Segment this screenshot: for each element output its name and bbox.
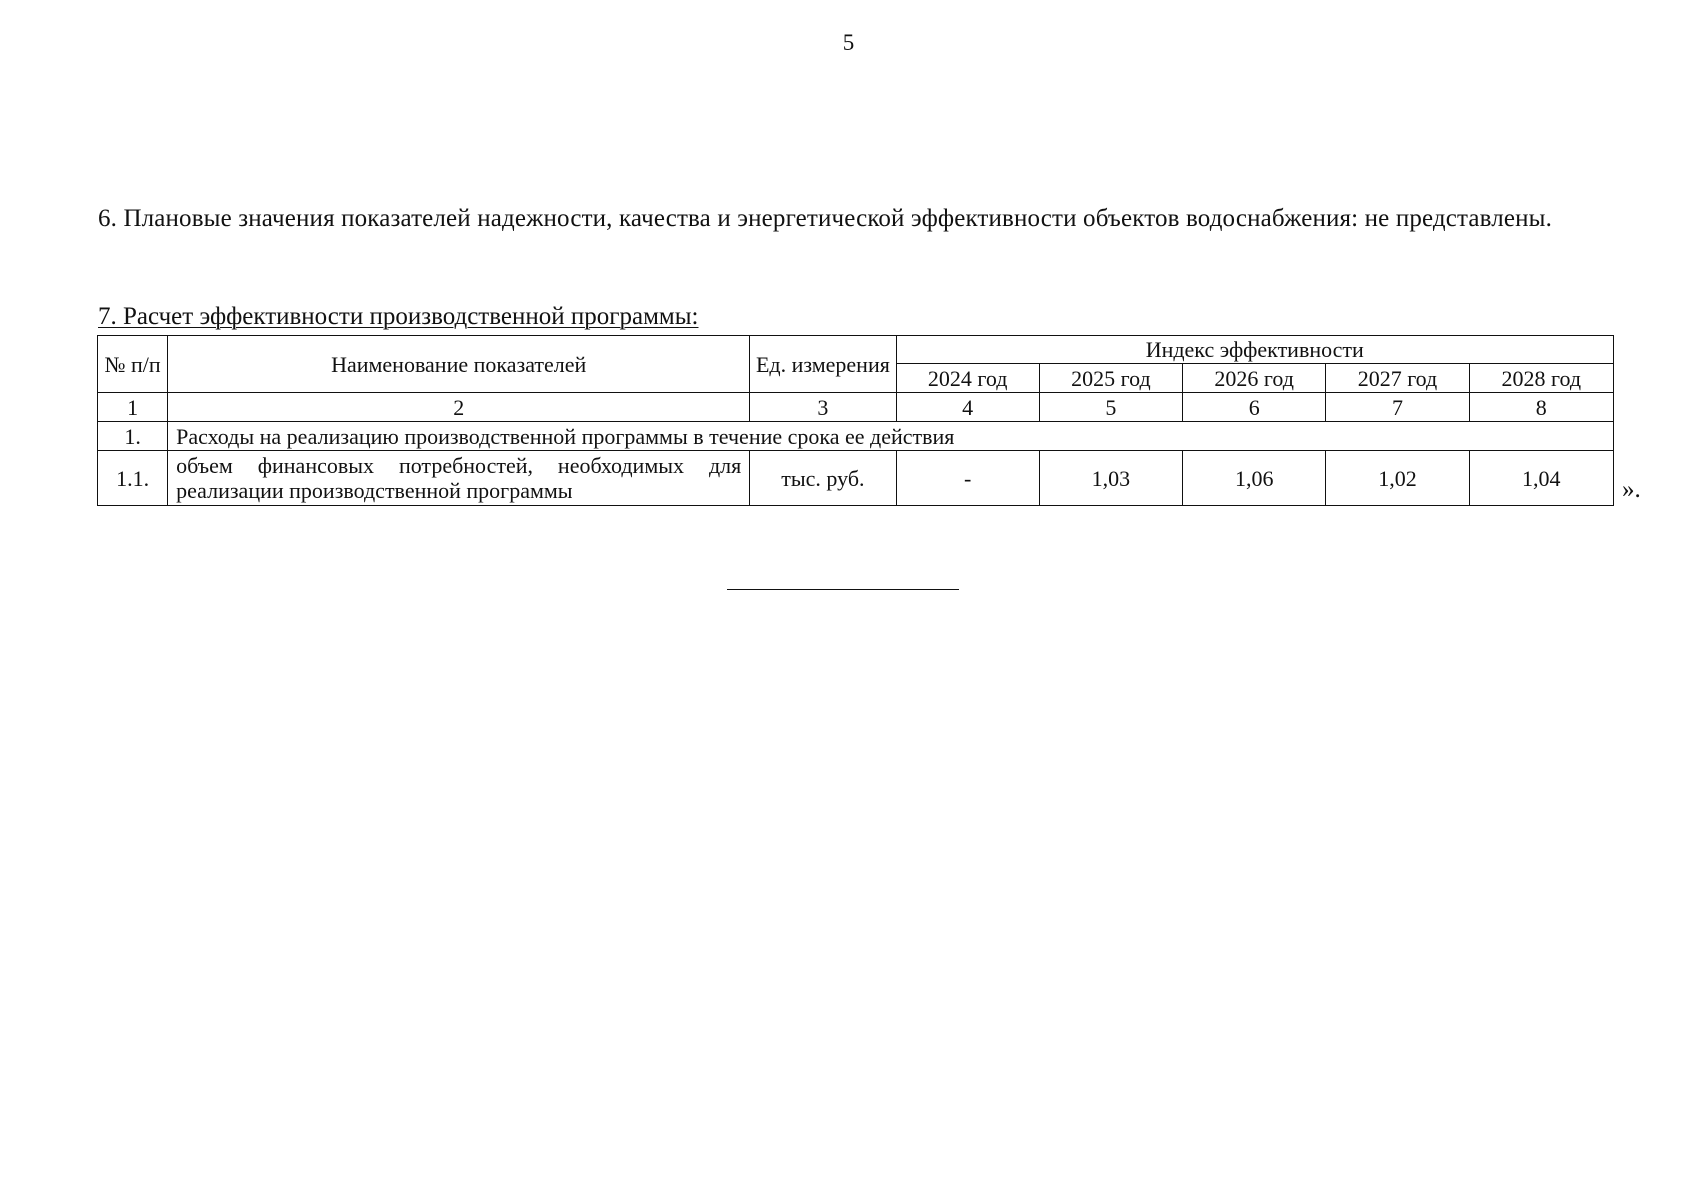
- header-year-cell: 2024 год: [896, 364, 1039, 393]
- data-row-value-cell: -: [896, 451, 1039, 506]
- column-number-cell: 8: [1469, 393, 1613, 422]
- header-num-cell: № п/п: [98, 336, 168, 393]
- data-row-unit-cell: тыс. руб.: [750, 451, 896, 506]
- data-row-name-cell: объем финансовых потребностей, необходимых для реализации производственной программы: [168, 451, 750, 506]
- data-row-value-cell: 1,06: [1183, 451, 1326, 506]
- data-row-value-cell: 1,03: [1039, 451, 1182, 506]
- data-row-num-cell: 1.1.: [98, 451, 168, 506]
- section-7-heading: [98, 300, 699, 333]
- column-number-cell: 6: [1183, 393, 1326, 422]
- column-number-cell: 3: [750, 393, 896, 422]
- closing-quote: ».: [1622, 476, 1641, 503]
- header-unit-cell: Ед. измерения: [750, 336, 896, 393]
- column-number-cell: 2: [168, 393, 750, 422]
- efficiency-table: [97, 335, 1614, 506]
- table-section-row: [98, 422, 1614, 451]
- header-name-cell: Наименование показателей: [168, 336, 750, 393]
- section-7-heading-text: 7. Расчет эффективности производственной программы:: [98, 303, 699, 330]
- table-row: [98, 451, 1614, 506]
- data-row-value-cell: 1,02: [1326, 451, 1469, 506]
- section-row-text-cell: Расходы на реализацию производственной программы в течение срока ее действия: [168, 422, 1614, 451]
- table-header-row: [98, 336, 1614, 364]
- column-number-row: [98, 393, 1614, 422]
- column-number-cell: 7: [1326, 393, 1469, 422]
- end-divider: [727, 589, 959, 590]
- header-year-cell: 2027 год: [1326, 364, 1469, 393]
- data-row-value-cell: 1,04: [1469, 451, 1613, 506]
- section-6-paragraph: 6. Плановые значения показателей надежности, качества и энергетической эффективности объектов водоснабжения: не представлены.: [98, 205, 1553, 232]
- header-year-cell: 2025 год: [1039, 364, 1182, 393]
- column-number-cell: 1: [98, 393, 168, 422]
- header-year-cell: 2026 год: [1183, 364, 1326, 393]
- page-number: 5: [842, 30, 855, 55]
- header-index-group-cell: Индекс эффективности: [896, 336, 1613, 364]
- column-number-cell: 4: [896, 393, 1039, 422]
- section-row-num-cell: 1.: [98, 422, 168, 451]
- column-number-cell: 5: [1039, 393, 1182, 422]
- header-year-cell: 2028 год: [1469, 364, 1613, 393]
